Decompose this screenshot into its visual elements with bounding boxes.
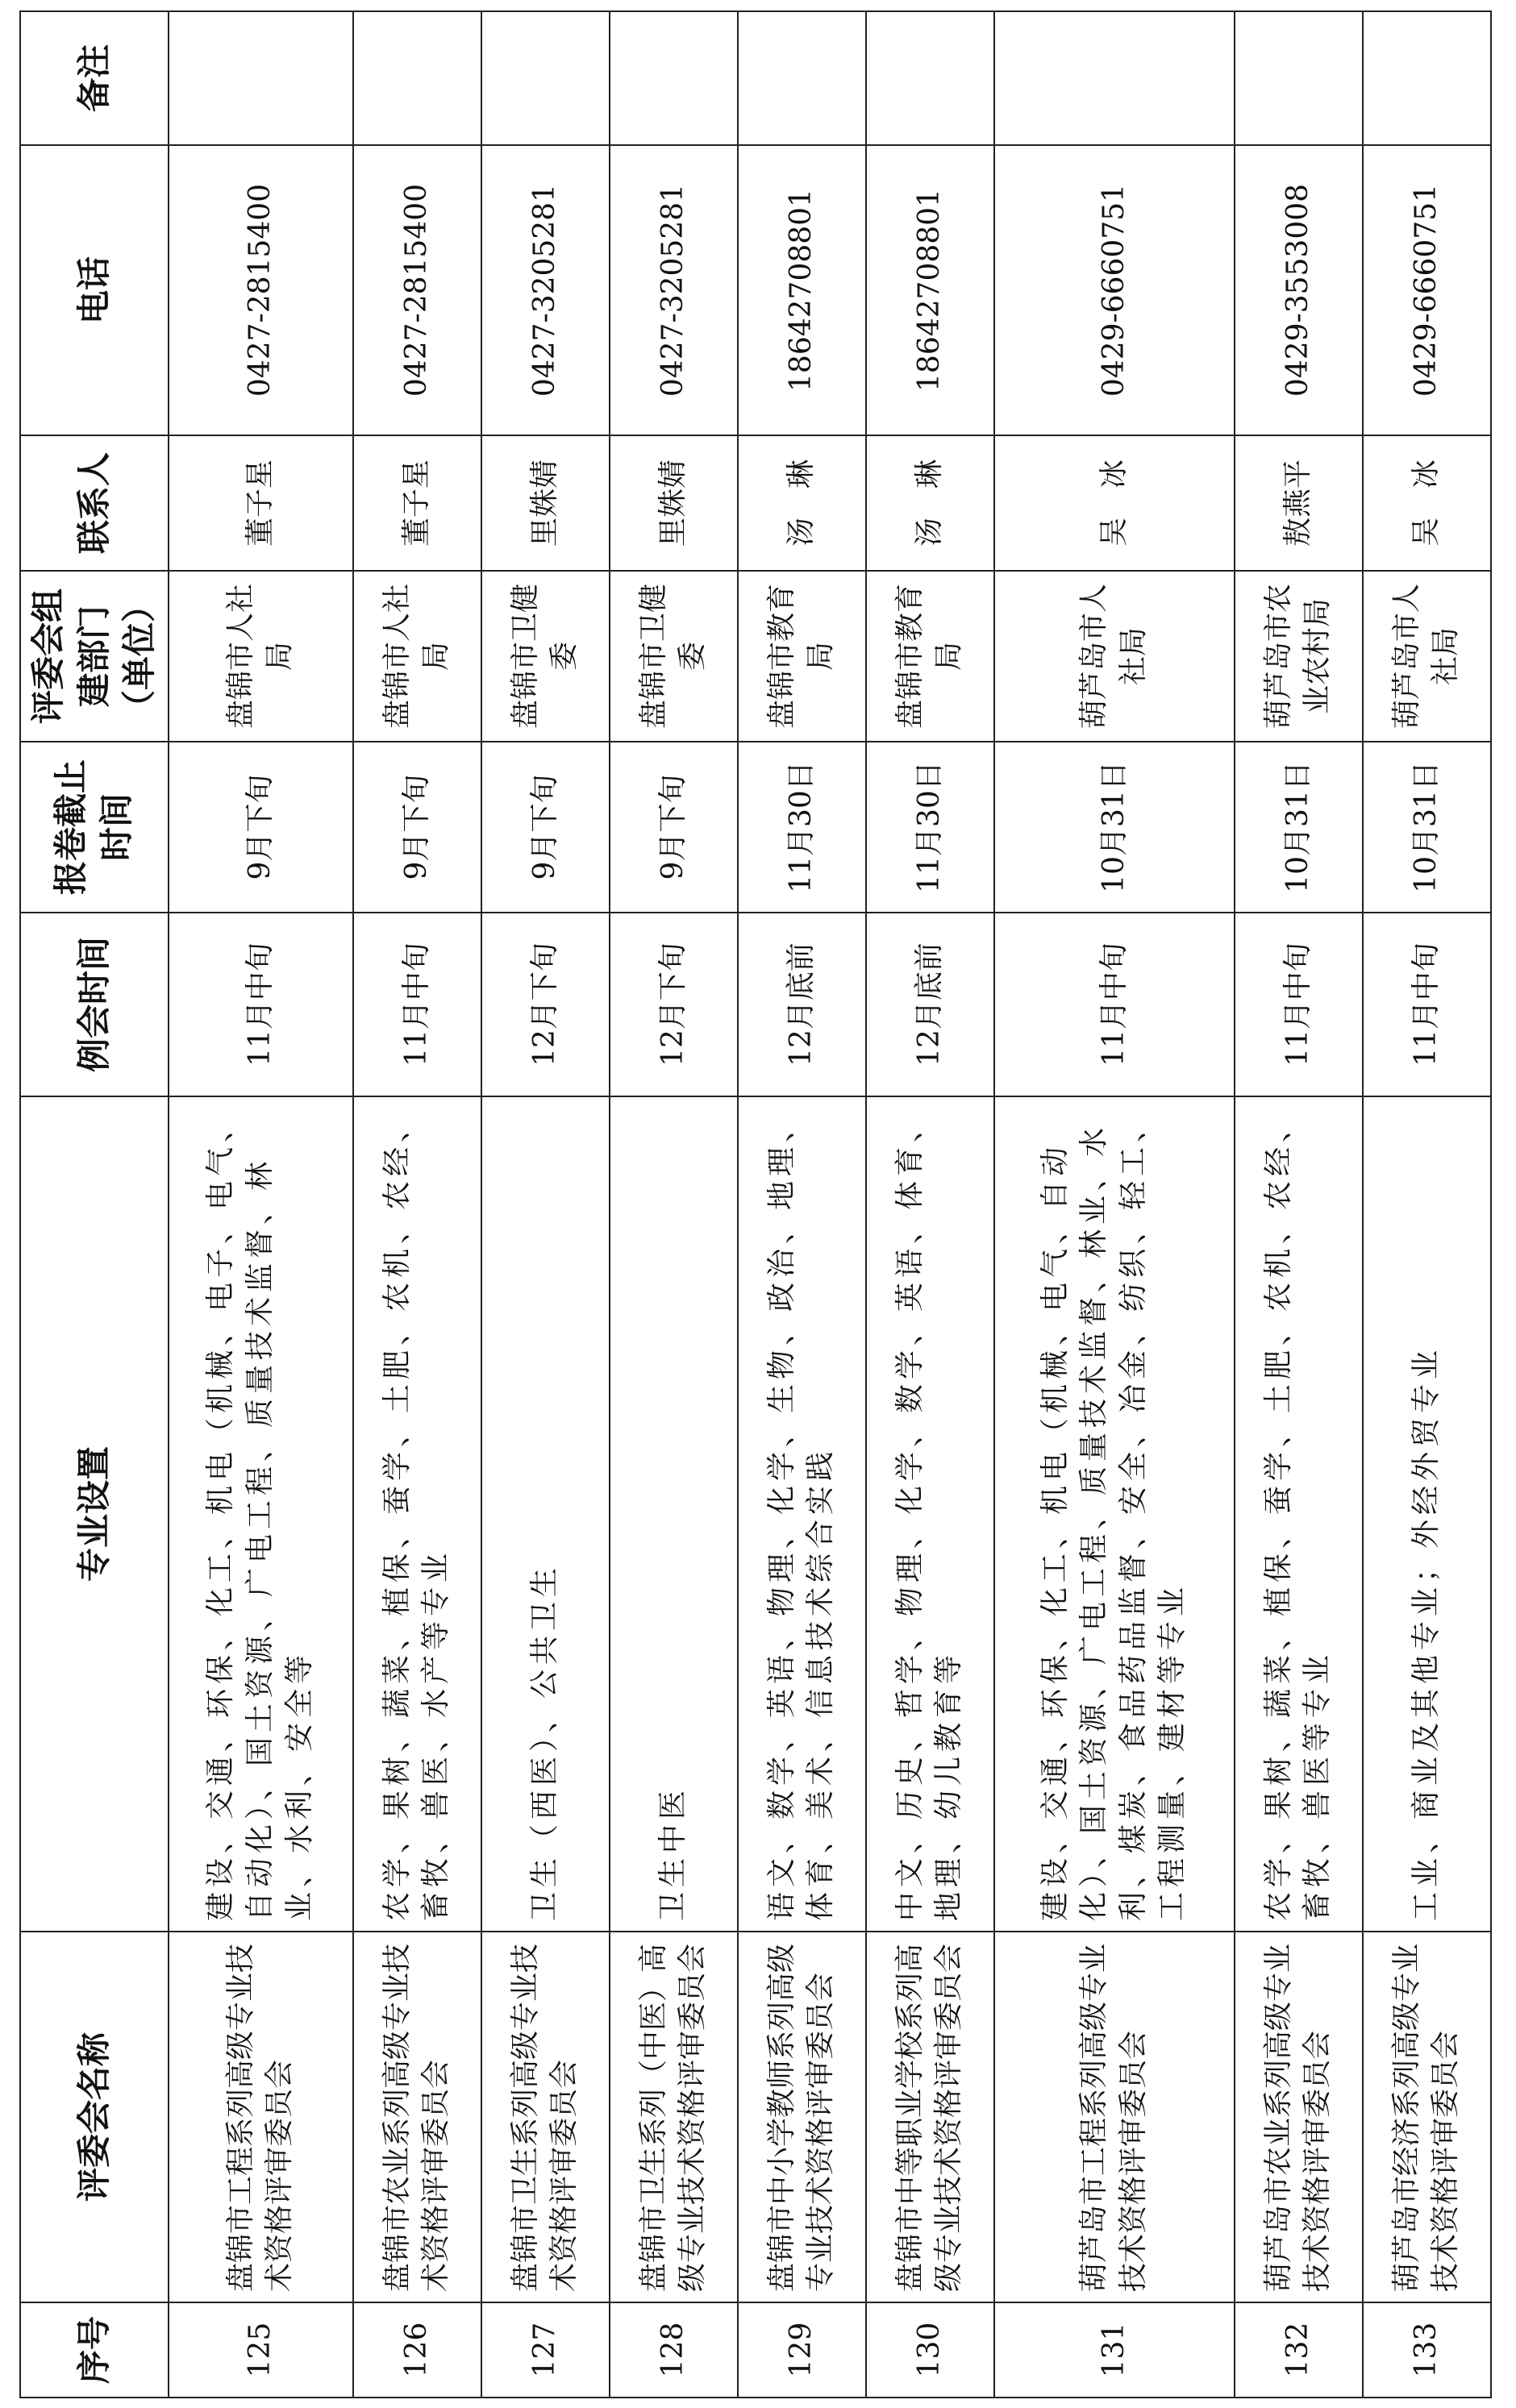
cell-deadline: 9月下旬 xyxy=(481,742,610,913)
cell-meeting: 12月下旬 xyxy=(481,913,610,1096)
cell-name: 葫芦岛市农业系列高级专业技术资格评审委员会 xyxy=(1235,1932,1363,2302)
cell-phone: 0427-2815400 xyxy=(353,145,481,435)
cell-meeting: 11月中旬 xyxy=(994,913,1235,1096)
cell-dept: 葫芦岛市人社局 xyxy=(1363,571,1491,742)
cell-no: 132 xyxy=(1235,2302,1363,2398)
cell-name: 葫芦岛市经济系列高级专业技术资格评审委员会 xyxy=(1363,1932,1491,2302)
header-name: 评委会名称 xyxy=(20,1932,169,2302)
header-specialty: 专业设置 xyxy=(20,1096,169,1932)
cell-remark xyxy=(353,11,481,145)
cell-meeting: 11月中旬 xyxy=(353,913,481,1096)
header-meeting: 例会时间 xyxy=(20,913,169,1096)
cell-no: 133 xyxy=(1363,2302,1491,2398)
cell-remark xyxy=(738,11,866,145)
cell-phone: 0429-6660751 xyxy=(994,145,1235,435)
cell-contact: 里姝婧 xyxy=(481,435,610,571)
cell-remark xyxy=(994,11,1235,145)
cell-specialty: 卫生中医 xyxy=(610,1096,738,1932)
cell-dept: 盘锦市卫健委 xyxy=(481,571,610,742)
cell-deadline: 11月30日 xyxy=(866,742,994,913)
table-row xyxy=(1235,11,1363,2398)
cell-contact: 里姝婧 xyxy=(610,435,738,571)
cell-phone: 0427-2815400 xyxy=(169,145,353,435)
cell-specialty: 语文、数学、英语、物理、化学、生物、政治、地理、体育、美术、信息技术综合实践 xyxy=(738,1096,866,1932)
cell-no: 127 xyxy=(481,2302,610,2398)
cell-phone: 18642708801 xyxy=(866,145,994,435)
cell-phone: 0427-3205281 xyxy=(481,145,610,435)
cell-meeting: 12月下旬 xyxy=(610,913,738,1096)
cell-name: 葫芦岛市工程系列高级专业技术资格评审委员会 xyxy=(994,1932,1235,2302)
cell-meeting: 11月中旬 xyxy=(169,913,353,1096)
cell-deadline: 9月下旬 xyxy=(353,742,481,913)
table-row xyxy=(994,11,1235,2398)
cell-name: 盘锦市卫生系列高级专业技术资格评审委员会 xyxy=(481,1932,610,2302)
cell-remark xyxy=(610,11,738,145)
cell-dept: 葫芦岛市农业农村局 xyxy=(1235,571,1363,742)
rotated-table-wrapper xyxy=(19,12,1492,2398)
cell-contact: 汤 琳 xyxy=(866,435,994,571)
cell-dept: 盘锦市教育局 xyxy=(866,571,994,742)
cell-phone: 0429-6660751 xyxy=(1363,145,1491,435)
cell-specialty: 农学、果树、蔬菜、植保、蚕学、土肥、农机、农经、畜牧、兽医等专业 xyxy=(1235,1096,1363,1932)
cell-phone: 0427-3205281 xyxy=(610,145,738,435)
cell-name: 盘锦市中小学教师系列高级专业技术资格评审委员会 xyxy=(738,1932,866,2302)
cell-remark xyxy=(169,11,353,145)
table-row xyxy=(610,11,738,2398)
cell-name: 盘锦市工程系列高级专业技术资格评审委员会 xyxy=(169,1932,353,2302)
cell-specialty: 农学、果树、蔬菜、植保、蚕学、土肥、农机、农经、畜牧、兽医、水产等专业 xyxy=(353,1096,481,1932)
header-phone: 电话 xyxy=(20,145,169,435)
cell-no: 131 xyxy=(994,2302,1235,2398)
cell-dept: 盘锦市人社局 xyxy=(353,571,481,742)
cell-dept: 盘锦市教育局 xyxy=(738,571,866,742)
cell-meeting: 12月底前 xyxy=(866,913,994,1096)
cell-no: 129 xyxy=(738,2302,866,2398)
cell-dept: 盘锦市卫健委 xyxy=(610,571,738,742)
header-dept: 评委会组建部门（单位） xyxy=(20,571,169,742)
table-row xyxy=(169,11,353,2398)
cell-specialty: 卫生（西医）、公共卫生 xyxy=(481,1096,610,1932)
cell-contact: 吴 冰 xyxy=(994,435,1235,571)
cell-name: 盘锦市卫生系列（中医）高级专业技术资格评审委员会 xyxy=(610,1932,738,2302)
cell-specialty: 中文、历史、哲学、物理、化学、数学、英语、体育、地理、幼儿教育等 xyxy=(866,1096,994,1932)
cell-deadline: 10月31日 xyxy=(994,742,1235,913)
cell-remark xyxy=(1235,11,1363,145)
cell-meeting: 11月中旬 xyxy=(1235,913,1363,1096)
cell-contact: 董子星 xyxy=(169,435,353,571)
header-row xyxy=(20,11,169,2398)
table-row xyxy=(738,11,866,2398)
cell-contact: 董子星 xyxy=(353,435,481,571)
cell-meeting: 12月底前 xyxy=(738,913,866,1096)
cell-deadline: 9月下旬 xyxy=(169,742,353,913)
cell-dept: 盘锦市人社局 xyxy=(169,571,353,742)
cell-deadline: 11月30日 xyxy=(738,742,866,913)
cell-dept: 葫芦岛市人社局 xyxy=(994,571,1235,742)
cell-no: 125 xyxy=(169,2302,353,2398)
cell-contact: 汤 琳 xyxy=(738,435,866,571)
cell-specialty: 建设、交通、环保、化工、机电（机械、电子、电气、自动化）、国土资源、广电工程、质量技术监督、林业、水利、安全等 xyxy=(169,1096,353,1932)
header-deadline: 报卷截止时间 xyxy=(20,742,169,913)
cell-no: 128 xyxy=(610,2302,738,2398)
cell-deadline: 10月31日 xyxy=(1363,742,1491,913)
table-row xyxy=(481,11,610,2398)
table-row xyxy=(353,11,481,2398)
cell-phone: 18642708801 xyxy=(738,145,866,435)
cell-meeting: 11月中旬 xyxy=(1363,913,1491,1096)
cell-no: 126 xyxy=(353,2302,481,2398)
review-committee-table xyxy=(19,10,1492,2398)
cell-deadline: 9月下旬 xyxy=(610,742,738,913)
cell-name: 盘锦市农业系列高级专业技术资格评审委员会 xyxy=(353,1932,481,2302)
header-remark: 备注 xyxy=(20,11,169,145)
cell-deadline: 10月31日 xyxy=(1235,742,1363,913)
table-row xyxy=(1363,11,1491,2398)
cell-contact: 敖燕平 xyxy=(1235,435,1363,571)
cell-specialty: 工业、商业及其他专业；外经外贸专业 xyxy=(1363,1096,1491,1932)
cell-name: 盘锦市中等职业学校系列高级专业技术资格评审委员会 xyxy=(866,1932,994,2302)
header-no: 序号 xyxy=(20,2302,169,2398)
cell-remark xyxy=(481,11,610,145)
cell-contact: 吴 冰 xyxy=(1363,435,1491,571)
cell-specialty: 建设、交通、环保、化工、机电（机械、电气、自动化）、国土资源、广电工程、质量技术监督、林业、水利、煤炭、食品药品监督、安全、冶金、纺织、轻工、工程测量、建材等专业 xyxy=(994,1096,1235,1932)
cell-no: 130 xyxy=(866,2302,994,2398)
cell-remark xyxy=(866,11,994,145)
cell-remark xyxy=(1363,11,1491,145)
header-contact: 联系人 xyxy=(20,435,169,571)
cell-phone: 0429-3553008 xyxy=(1235,145,1363,435)
table-row xyxy=(866,11,994,2398)
